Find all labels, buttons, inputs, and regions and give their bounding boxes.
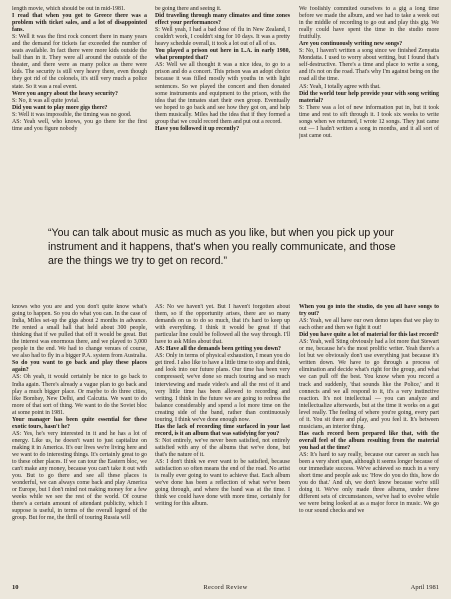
article-column-bottom-middle [155, 304, 290, 576]
interview-question: When you go into the studio, do you all have songs to try out? [299, 304, 439, 318]
interview-question: AS: Have all the demands been getting you down? [155, 346, 282, 353]
magazine-name: Record Review [203, 584, 248, 591]
page-footer [12, 584, 439, 596]
interview-answer: AS: Only in terms of physical exhaustion, I mean you do get tired. I also like to have a little time to stop and think, and look into our future plans. Our time has been very compressed; we've done so much touring and so much interviewing and made video's and all the rest of it and very little time has been allowed to recording and writing. I think in the future we are going to redress the balance considerably and spend a lot more time on the creating side of the band, rather than continuously touring, I think we've done enough now. [155, 353, 290, 423]
interview-answer: S: Well it was the first rock concert there in many years and the demand for tickets far exceeded the number of seats available. In fact there were more kids outside the ball than in it. They were all around the outside of the theater, and there were as many police as there were kids. The security is still very heavy there, even though they got rid of the colonels, it's still very much a police state. So it was a real event. [12, 34, 147, 90]
interview-question: Did you have quite a lot of material for this last record? [299, 332, 439, 339]
interview-answer: AS: Yeah, we all have our own demo tapes that we play to each other and then we fight it out! [299, 318, 439, 332]
interview-answer: AS: I don't think we ever want to be satisfied, because satisfaction so often means the end of the road. No artist is really ever going to want to achieve that. Each album we've done has been a reflection of what we've been going through, and where the band was at the time. I think we could have done with more time, certainly for writing for this album. [155, 459, 290, 508]
interview-question: Have you followed it up recently? [155, 125, 240, 132]
interview-question: I read that when you got to Greece there was a problem with ticket sales, and a lot of disappointed fans. [12, 13, 147, 34]
issue-date: April 1981 [410, 584, 439, 591]
interview-answer: AS: Oh yeah, it would certainly be nice to go back to India again. There's already a vague plan to go back and play a much bigger place. Or maybe to do three cities, like Bombay, New Delhi, and Calcutta. We want to do more of that sort of thing. We want to do the Soviet bloc at some point in 1981. [12, 374, 147, 416]
interview-answer: S: Well yeah, I had a bad dose of flu in New Zealand, I couldn't work, I couldn't sing for 10 days. It was a pretty heavy schedule overall, it took a lot out of all of us. [155, 27, 290, 48]
interview-answer: S: There was a lot of new information put in, but it took time and rest to sift through it. I took six weeks to write songs when we returned, I wrote 12 songs. They just came out — I hadn't written a song in months, and it all sort of just came out. [299, 104, 439, 139]
interview-question: You played a prison out here in L.A. in early 1980, what prompted that? [155, 48, 290, 62]
article-column-bottom-left [12, 304, 147, 576]
interview-answer: AS: No we haven't yet. But I haven't forgotten about them, so if the opportunity arises, there are so many demands on us to do so much, that it's hard to keep up with everything. I think it would be great if that particular line could be followed all the way through. I'll have to ask Miles about that. [155, 304, 290, 346]
interview-answer: AS: It's hard to say really, because our career as such has been a very short span, although it seems longer because of our immediate success. We've achieved so much in a very short time and people ask us: 'How do you do this, how do you do that.' And uh, we don't know because we're still doing it. We've only made three albums, under three different sets of circumstances, we've had to evolve while we were being looked at as a major force in music. We go to our sound checks and we [299, 451, 439, 515]
page-number: 10 [12, 584, 19, 591]
interview-question: Has the lack of recording time surfaced in your last record, is it an album that was satisfying for you? [155, 423, 290, 437]
interview-answer: AS: Yeah, well Sting obviously had a lot more that Stewart or me, because he's the most prolific writer. Yeah there's a lot but we obviously don't use everything just because it's written down. We have to go through a process of elimination and decide what's right for the group, and what we can pull off the best. You know when you record a track and suddenly, 'that sounds like the Police,' and it connects and we all respond to it, it's a very instinctive reaction. It's not intellectual — you can analyze and intellectualize afterwards, but at the time it works on a gut level really. The feeling of where you're going, every part of it. You sit there and play, and you feel it. It's between musicians, an interior thing. [299, 339, 439, 430]
article-column-top-middle [155, 6, 290, 216]
interview-question: Did traveling through many climates and time zones effect your performances? [155, 13, 290, 27]
interview-answer: S: Not entirely, we've never been satisfied, not entirely satisfied with any of the albums that we've done, but that's the nature of it. [155, 437, 290, 458]
interview-answer: length movie, which should be out in mid-1981. [12, 6, 126, 12]
interview-answer: AS: Yeah, I totally agree with that. [299, 83, 381, 90]
interview-question: Were you angry about the heavy security? [12, 90, 118, 97]
article-column-top-left [12, 6, 147, 216]
interview-answer: AS: Yes, he's very interested in it and he has a lot of energy. Like us, he doesn't want to just capitalize on making it in America. It's our lives we're living here and we want to do interesting things. It's certainly great to go to these other places. If we can tour the Eastern bloc, we can't make any money, because you can't take it out with you. But to go there and see all these places is wonderful, we can always come back and play America or Europe, but I don't mind not making money for a few weeks while we see the rest of the world. Of course there's a certain amount of attendant publicity, which I suppose is useful, in terms of the overall legend of the group. But for me, the thrill of touring Russia will [12, 430, 147, 522]
interview-answer: S: No, I haven't written a song since we finished Zenyatta Mondatta. I used to worry about writing, but I found that's self-destructive. There's a time and place to write a song, and it's not on the road. That's why I'm against being on the road all the time. [299, 48, 439, 83]
interview-question: Has each record been prepared like that, with the overall feel of the album resulting from the material you had at the time? [299, 430, 439, 451]
pull-quote: “You can talk about music as much as you like, but when you pick up your instrument and it happens, that's when you really communicate, and those are the things we try to get on record.” [48, 227, 396, 268]
interview-answer: We foolishly commited ourselves to a gig a long time before we made the album, and we had to take a week out in the middle of recording to go out and play this gig. We really could have spent the time in the studio more fruitfully. [299, 6, 439, 41]
interview-answer: S: Well it was impossible, the timing was no good. [12, 111, 132, 118]
interview-question: Your manager has been quite essential for these exotic tours, hasn't he? [12, 416, 147, 430]
interview-answer: AS: Yeah well, who knows, you go there for the first time and you figure nobody [12, 118, 147, 132]
interview-question: Are you continuously writing new songs? [299, 41, 403, 48]
article-column-top-right [299, 6, 439, 216]
article-column-bottom-right [299, 304, 439, 576]
interview-question: Did you want to play more gigs there? [12, 104, 108, 111]
interview-answer: AS: Well we all thought it was a nice idea, to go to a prison and do a concert. This prison was an adopt choice because it was filled mostly with youths in with light sentences. So we played the concert and then donated some instruments and equipment to the prison, with the idea that the inmates start their own group. Eventually we hoped to go back and see how they got on, and help them musically. Miles had the idea that if they formed a group that we could record them and put out a record. [155, 62, 290, 125]
interview-answer: S: No, it was all quite jovial. [12, 97, 80, 104]
interview-question: So do you want to go back and play these places again? [12, 360, 147, 374]
interview-answer: knows who you are and you don't quite know what's going to happen. So you do what you can. In the case of India, Miles set-up the gigs about 2 months in advance. He rented a small hall that held about 300 people, thinking that if we pulled that off it would be great. But the interest was enormous there, and we played to 3,000 people in the end. We had to change venues of course, we also had to fly in a bigger P.A. system from Australia. [12, 304, 147, 360]
interview-answer: be going there and seeing it. [155, 6, 222, 12]
interview-question: Did the world tour help provide your with song writing material? [299, 90, 439, 104]
